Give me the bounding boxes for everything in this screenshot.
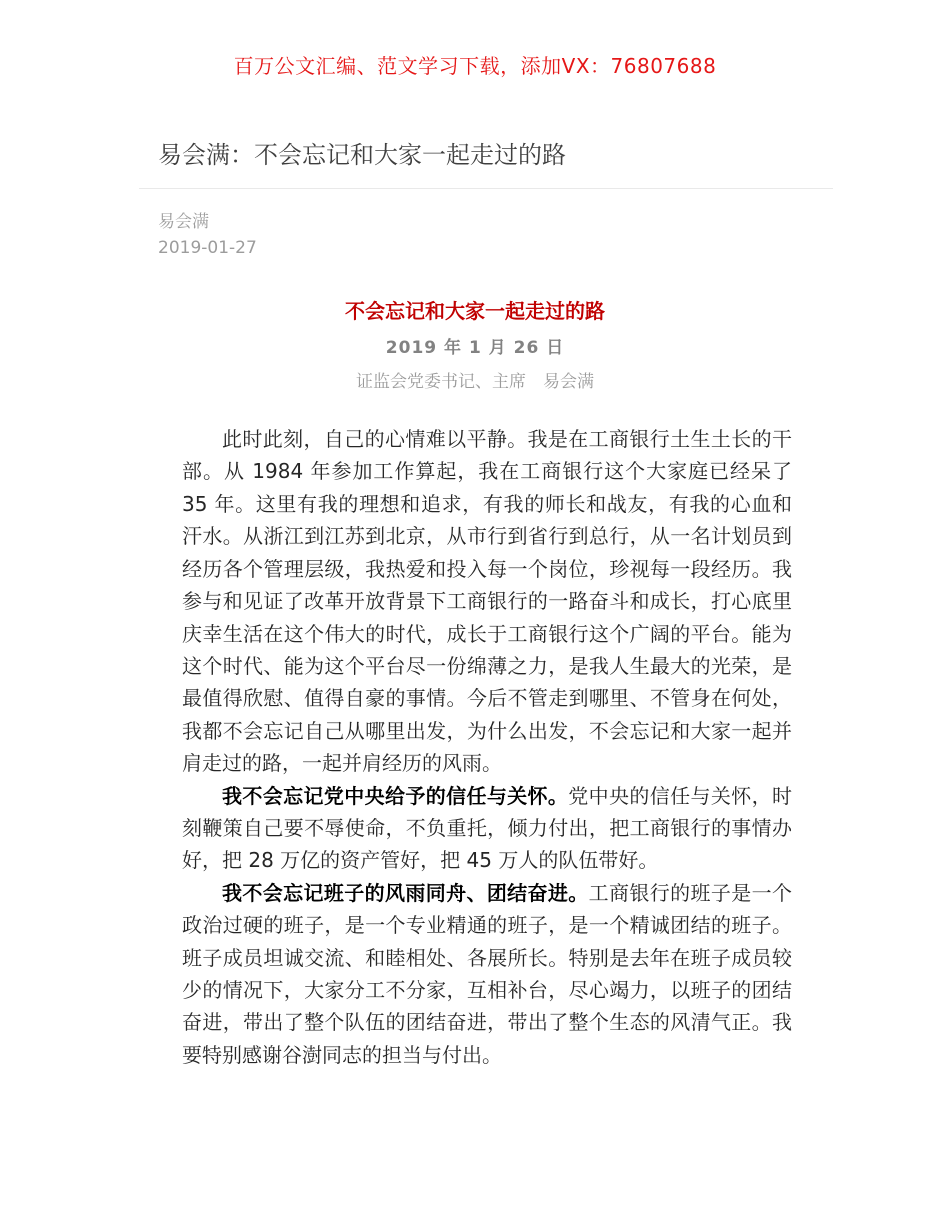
page-title: 易会满：不会忘记和大家一起走过的路 [158,141,566,169]
paragraph [182,780,792,877]
author-name: 易会满 [158,212,209,233]
document-heading [158,298,792,394]
article-meta [158,209,833,261]
paragraph [182,877,792,1071]
document-title: 不会忘记和大家一起走过的路 [345,299,605,324]
paragraph-text: 党中央的信任与关怀，时刻鞭策自己要不辱使命，不负重托，倾力付出，把工商银行的事情办好，把 28 万亿的资产管好，把 45 万人的队伍带好。 [182,783,793,873]
paragraph-bold-lead: 我不会忘记班子的风雨同舟、团结奋进。 [222,880,589,905]
promo-banner: 百万公文汇编、范文学习下载，添加VX：76807688 [233,54,717,78]
document-byline: 证监会党委书记、主席 易会满 [356,372,594,393]
paragraph-bold-lead: 我不会忘记党中央给予的信任与关怀。 [222,783,569,808]
article-container [139,138,833,1071]
article-body [158,298,792,1071]
document-content [182,423,792,1071]
title-divider [139,188,833,189]
paragraph-text: 工商银行的班子是一个政治过硬的班子，是一个专业精通的班子，是一个精诚团结的班子。班子成员坦诚交流、和睦相处、各展所长。特别是去年在班子成员较少的情况下，大家分工不分家，互相补台，尽心竭力，以班子的团结奋进，带出了整个队伍的团结奋进，带出了整个生态的风清气正。我要特别感谢谷澍同志的担当与付出。 [182,880,793,1067]
paragraph [182,423,792,779]
paragraph-text: 此时此刻，自己的心情难以平静。我是在工商银行土生土长的干部。从 1984 年参加工作算起，我在工商银行这个大家庭已经呆了 35 年。这里有我的理想和追求，有我的师长和战友，有我的心血和汗水。从浙江到江苏到北京，从市行到省行到总行，从一名计划员到经历各个管理层级，我热爱和投入每一个岗位，珍视每一段经历。我参与和见证了改革开放背景下工商银行的一路奋斗和成长，打心底里庆幸生活在这个伟大的时代，成长于工商银行这个广阔的平台。能为这个时代、能为这个平台尽一份绵薄之力，是我人生最大的光荣，是最值得欣慰、值得自豪的事情。今后不管走到哪里、不管身在何处，我都不会忘记自己从哪里出发，为什么出发，不会忘记和大家一起并肩走过的路，一起并肩经历的风雨。 [182,427,792,776]
document-date: 2019 年 1 月 26 日 [385,338,565,359]
publish-date: 2019-01-27 [158,238,257,259]
